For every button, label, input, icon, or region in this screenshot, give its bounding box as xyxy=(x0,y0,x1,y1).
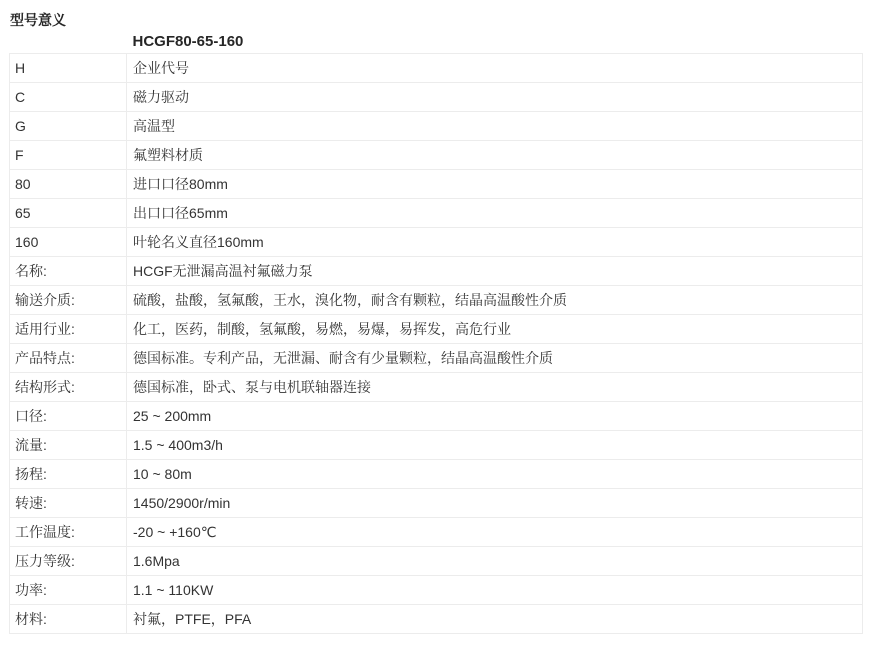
spec-label: H xyxy=(10,54,127,83)
table-row xyxy=(10,286,863,315)
spec-value: 化工，医药，制酸，氢氟酸，易燃，易爆，易挥发，高危行业 xyxy=(127,315,863,344)
spec-label: 扬程: xyxy=(10,460,127,489)
spec-value: 德国标准。专利产品，无泄漏、耐含有少量颗粒，结晶高温酸性介质 xyxy=(127,344,863,373)
spec-label: 160 xyxy=(10,228,127,257)
spec-value: 出口口径65mm xyxy=(127,199,863,228)
table-row xyxy=(10,170,863,199)
spec-value: 衬氟，PTFE，PFA xyxy=(127,605,863,634)
spec-label: 材料: xyxy=(10,605,127,634)
spec-label: G xyxy=(10,112,127,141)
table-row xyxy=(10,547,863,576)
table-row xyxy=(10,576,863,605)
spec-label: 名称: xyxy=(10,257,127,286)
table-row xyxy=(10,141,863,170)
table-row xyxy=(10,344,863,373)
spec-label: 功率: xyxy=(10,576,127,605)
table-row xyxy=(10,373,863,402)
table-row xyxy=(10,460,863,489)
table-row xyxy=(10,257,863,286)
spec-value: 1.6Mpa xyxy=(127,547,863,576)
spec-value: 磁力驱动 xyxy=(127,83,863,112)
spec-label: 输送介质: xyxy=(10,286,127,315)
table-row xyxy=(10,112,863,141)
spec-value: 硫酸，盐酸，氢氟酸，王水，溴化物，耐含有颗粒，结晶高温酸性介质 xyxy=(127,286,863,315)
spec-value: 1450/2900r/min xyxy=(127,489,863,518)
table-row xyxy=(10,605,863,634)
spec-value: 1.1 ~ 110KW xyxy=(127,576,863,605)
table-row-model xyxy=(10,30,863,54)
spec-value: 企业代号 xyxy=(127,54,863,83)
spec-value: 氟塑料材质 xyxy=(127,141,863,170)
table-row xyxy=(10,489,863,518)
spec-label: 口径: xyxy=(10,402,127,431)
table-row xyxy=(10,83,863,112)
spec-label: 转速: xyxy=(10,489,127,518)
spec-value: 高温型 xyxy=(127,112,863,141)
spec-value: 叶轮名义直径160mm xyxy=(127,228,863,257)
table-row xyxy=(10,54,863,83)
spec-value: 1.5 ~ 400m3/h xyxy=(127,431,863,460)
spec-label: F xyxy=(10,141,127,170)
spec-label: 产品特点: xyxy=(10,344,127,373)
spec-label: C xyxy=(10,83,127,112)
model-spec-table xyxy=(9,30,863,634)
table-row xyxy=(10,402,863,431)
spec-value: 25 ~ 200mm xyxy=(127,402,863,431)
spec-label: 适用行业: xyxy=(10,315,127,344)
spec-label: 流量: xyxy=(10,431,127,460)
spec-label: 80 xyxy=(10,170,127,199)
table-row xyxy=(10,431,863,460)
table-row xyxy=(10,199,863,228)
model-number: HCGF80-65-160 xyxy=(132,33,244,50)
page-title: 型号意义 xyxy=(10,12,66,28)
model-label-cell xyxy=(10,30,127,54)
spec-label: 结构形式: xyxy=(10,373,127,402)
spec-label: 压力等级: xyxy=(10,547,127,576)
spec-label: 65 xyxy=(10,199,127,228)
spec-value: HCGF无泄漏高温衬氟磁力泵 xyxy=(127,257,863,286)
table-row xyxy=(10,315,863,344)
table-row xyxy=(10,518,863,547)
spec-value: 进口口径80mm xyxy=(127,170,863,199)
spec-value: 德国标准，卧式、泵与电机联轴器连接 xyxy=(127,373,863,402)
spec-value: 10 ~ 80m xyxy=(127,460,863,489)
table-row xyxy=(10,228,863,257)
spec-label: 工作温度: xyxy=(10,518,127,547)
spec-value: -20 ~ +160℃ xyxy=(127,518,863,547)
